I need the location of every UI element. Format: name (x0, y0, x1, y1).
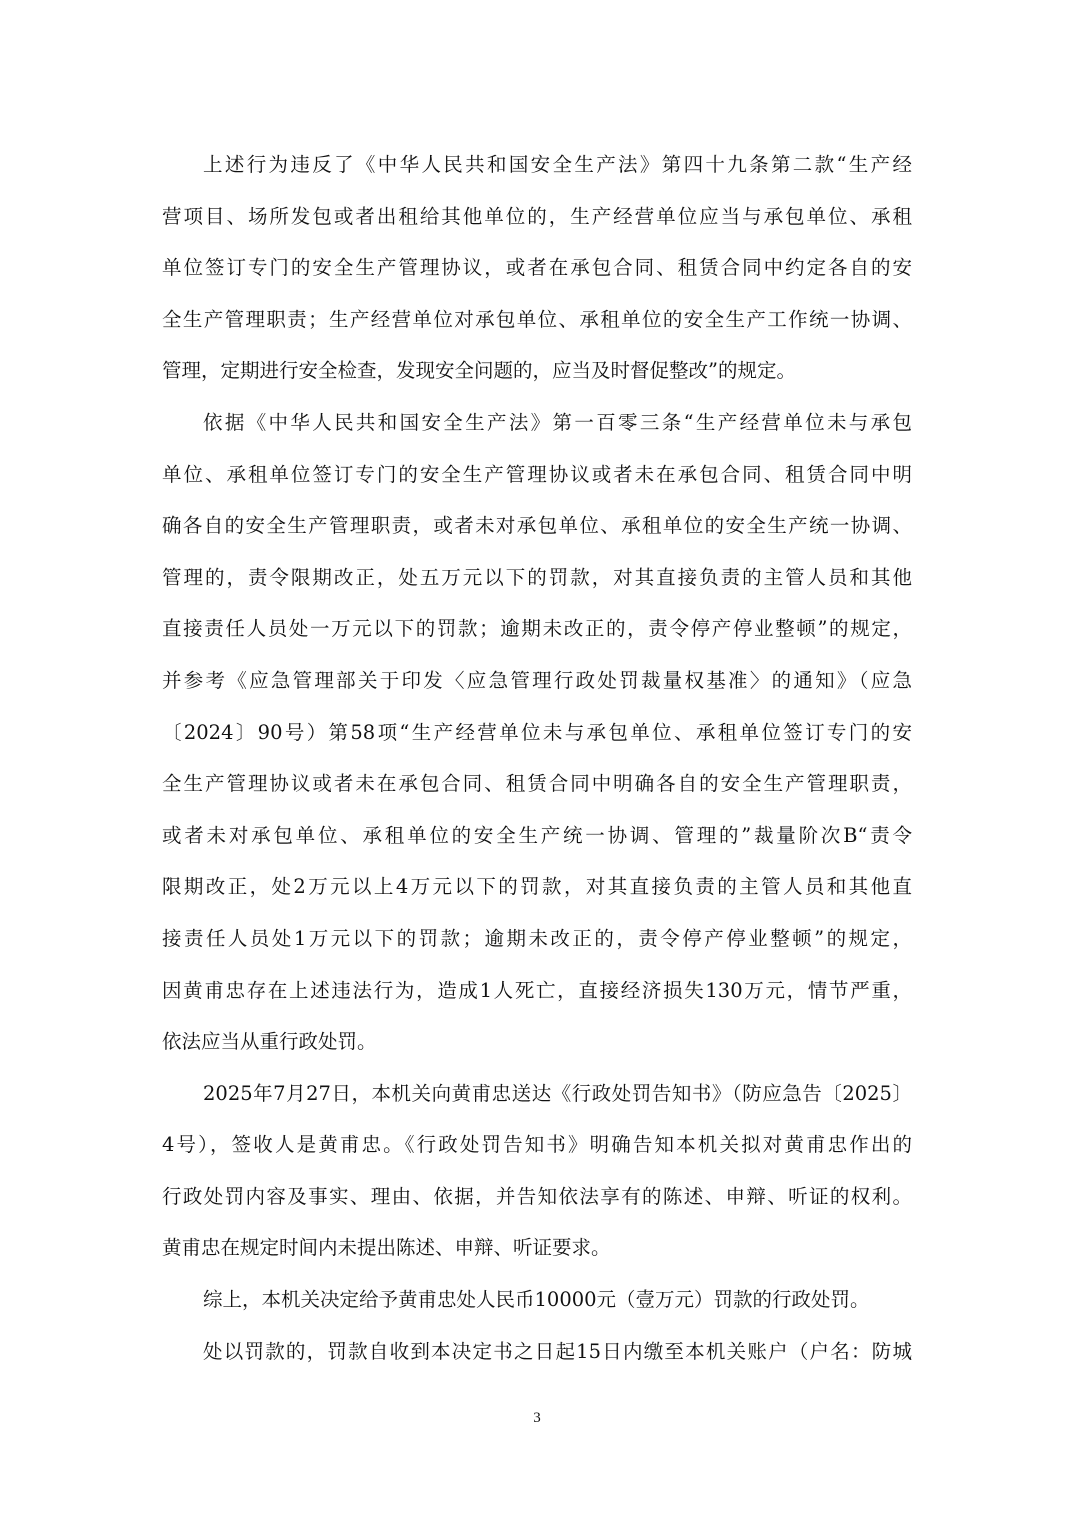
text-line: 依据《中华人民共和国安全生产法》第一百零三条“生产经营单位未与承包 (203, 410, 912, 434)
text-line: 因黄甫忠存在上述违法行为，造成1人死亡，直接经济损失130万元，情节严重， (162, 978, 912, 1002)
text-line: 综上，本机关决定给予黄甫忠处人民币10000元（壹万元）罚款的行政处罚。 (203, 1288, 870, 1312)
text-line: 黄甫忠在规定时间内未提出陈述、申辩、听证要求。 (162, 1236, 611, 1260)
document-body (162, 143, 912, 1381)
text-line: 直接责任人员处一万元以下的罚款；逾期未改正的，责令停产停业整顿”的规定， (162, 617, 912, 641)
text-line: 确各自的安全生产管理职责，或者未对承包单位、承租单位的安全生产统一协调、 (162, 514, 912, 538)
text-line: 单位、承租单位签订专门的安全生产管理协议或者未在承包合同、租赁合同中明 (162, 462, 912, 486)
paragraph-decision (162, 1278, 912, 1330)
paragraph-legal-basis (162, 401, 912, 1072)
text-line: 全生产管理职责；生产经营单位对承包单位、承租单位的安全生产工作统一协调、 (162, 307, 912, 331)
text-line: 依法应当从重行政处罚。 (162, 1030, 377, 1054)
text-line: 处以罚款的，罚款自收到本决定书之日起15日内缴至本机关账户（户名：防城 (203, 1339, 912, 1363)
paragraph-violation (162, 143, 912, 401)
text-line: 限期改正，处2万元以上4万元以下的罚款，对其直接负责的主管人员和其他直 (162, 875, 912, 899)
text-line: 〔2024〕90号）第58项“生产经营单位未与承包单位、承租单位签订专门的安 (162, 720, 912, 744)
text-line: 2025年7月27日，本机关向黄甫忠送达《行政处罚告知书》（防应急告〔2025〕 (203, 1081, 912, 1105)
text-line: 4号），签收人是黄甫忠。《行政处罚告知书》明确告知本机关拟对黄甫忠作出的 (162, 1133, 912, 1157)
text-line: 上述行为违反了《中华人民共和国安全生产法》第四十九条第二款“生产经 (203, 153, 912, 176)
text-line: 管理，定期进行安全检查，发现安全问题的，应当及时督促整改”的规定。 (162, 359, 796, 383)
paragraph-payment (162, 1330, 912, 1382)
text-line: 单位签订专门的安全生产管理协议，或者在承包合同、租赁合同中约定各自的安 (162, 256, 912, 280)
text-line: 或者未对承包单位、承租单位的安全生产统一协调、管理的”裁量阶次B“责令 (162, 823, 912, 847)
text-line: 全生产管理协议或者未在承包合同、租赁合同中明确各自的安全生产管理职责， (162, 772, 912, 796)
text-line: 营项目、场所发包或者出租给其他单位的，生产经营单位应当与承包单位、承租 (162, 204, 912, 228)
page-number: 3 (533, 1410, 541, 1426)
text-line: 行政处罚内容及事实、理由、依据，并告知依法享有的陈述、申辩、听证的权利。 (162, 1184, 912, 1208)
paragraph-notice-served (162, 1072, 912, 1278)
text-line: 管理的，责令限期改正，处五万元以下的罚款，对其直接负责的主管人员和其他 (162, 565, 912, 589)
text-line: 接责任人员处1万元以下的罚款；逾期未改正的，责令停产停业整顿”的规定， (162, 926, 912, 950)
text-line: 并参考《应急管理部关于印发〈应急管理行政处罚裁量权基准〉的通知》（应急 (162, 668, 912, 692)
